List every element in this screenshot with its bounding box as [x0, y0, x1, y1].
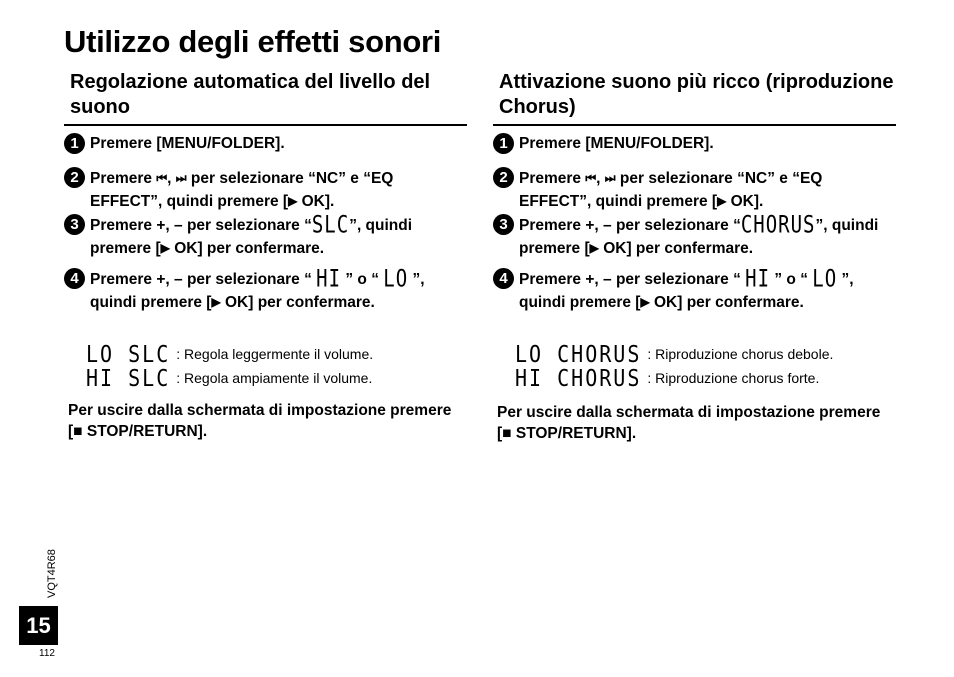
display-chorus: CHORUS [740, 211, 816, 239]
play-icon: ▶ [211, 295, 221, 309]
step-4 [493, 265, 896, 314]
step-2 [64, 167, 467, 213]
step-number: 2 [493, 167, 514, 188]
step-3 [64, 211, 467, 260]
step-number: 4 [64, 268, 85, 289]
step-3 [493, 211, 896, 260]
legend-row [86, 366, 373, 390]
legend-description: : Riproduzione chorus forte. [647, 370, 820, 386]
section-auto-level [64, 70, 467, 440]
step-text: Premere ⏮, ⏭ per selezionare “NC” e “EQ EFFECT”, quindi premere [▶ OK]. [519, 170, 823, 210]
step-number: 3 [493, 214, 514, 235]
legend-description: : Regola ampiamente il volume. [176, 370, 373, 386]
legend-row [86, 342, 373, 366]
step-number: 4 [493, 268, 514, 289]
legend-row [515, 366, 833, 390]
section-heading: Attivazione suono più ricco (riproduzione Chorus) [493, 70, 896, 126]
display-lo: LO [383, 265, 409, 293]
step-number: 1 [64, 133, 85, 154]
legend-description: : Riproduzione chorus debole. [647, 346, 834, 362]
play-icon: ▶ [589, 241, 599, 255]
skip-back-icon: ⏮ [585, 171, 597, 185]
skip-back-icon: ⏮ [156, 171, 168, 185]
stop-icon: ■ [502, 425, 512, 442]
play-icon: ▶ [288, 194, 298, 208]
step-text: Premere +, – per selezionare “ HI ” o “ LO ”, quindi premere [▶ OK] per confermare. [90, 265, 425, 311]
skip-forward-icon: ⏭ [604, 171, 616, 185]
step-text: Premere +, – per selezionare “CHORUS”, quindi premere [▶ OK] per confermare. [519, 211, 879, 257]
step-text: Premere [MENU/FOLDER]. [519, 135, 714, 152]
exit-instructions: Per uscire dalla schermata di impostazione premere [■ STOP/RETURN]. [68, 402, 452, 440]
play-icon: ▶ [717, 194, 727, 208]
display-hi: HI [316, 265, 342, 293]
play-icon: ▶ [640, 295, 650, 309]
step-number: 2 [64, 167, 85, 188]
display-slc: SLC [311, 211, 350, 239]
display-lo-slc: LO SLC [86, 340, 171, 368]
section-heading: Regolazione automatica del livello del suono [64, 70, 467, 126]
page-title: Utilizzo degli effetti sonori [64, 24, 442, 59]
display-hi-chorus: HI CHORUS [515, 364, 642, 392]
legend-row [515, 342, 833, 366]
section-chorus [493, 70, 896, 442]
display-legend [86, 342, 373, 390]
step-number: 3 [64, 214, 85, 235]
display-hi-slc: HI SLC [86, 364, 171, 392]
display-lo: LO [812, 265, 838, 293]
page-number: 15 [19, 606, 58, 645]
play-icon: ▶ [160, 241, 170, 255]
display-lo-chorus: LO CHORUS [515, 340, 642, 368]
step-text: Premere +, – per selezionare “SLC”, quindi premere [▶ OK] per confermare. [90, 211, 413, 257]
step-text: Premere ⏮, ⏭ per selezionare “NC” e “EQ EFFECT”, quindi premere [▶ OK]. [90, 170, 394, 210]
step-1 [64, 133, 285, 155]
step-2 [493, 167, 896, 213]
legend-description: : Regola leggermente il volume. [176, 346, 374, 362]
display-hi: HI [745, 265, 771, 293]
step-4 [64, 265, 467, 314]
skip-forward-icon: ⏭ [175, 171, 187, 185]
step-text: Premere +, – per selezionare “ HI ” o “ LO ”, quindi premere [▶ OK] per confermare. [519, 265, 854, 311]
display-legend [515, 342, 833, 390]
step-text: Premere [MENU/FOLDER]. [90, 135, 285, 152]
step-1 [493, 133, 714, 155]
exit-instructions: Per uscire dalla schermata di impostazione premere [■ STOP/RETURN]. [497, 404, 881, 442]
model-code: VQT4R68 [46, 549, 58, 598]
stop-icon: ■ [73, 423, 83, 440]
step-number: 1 [493, 133, 514, 154]
page-subnumber: 112 [39, 648, 55, 659]
